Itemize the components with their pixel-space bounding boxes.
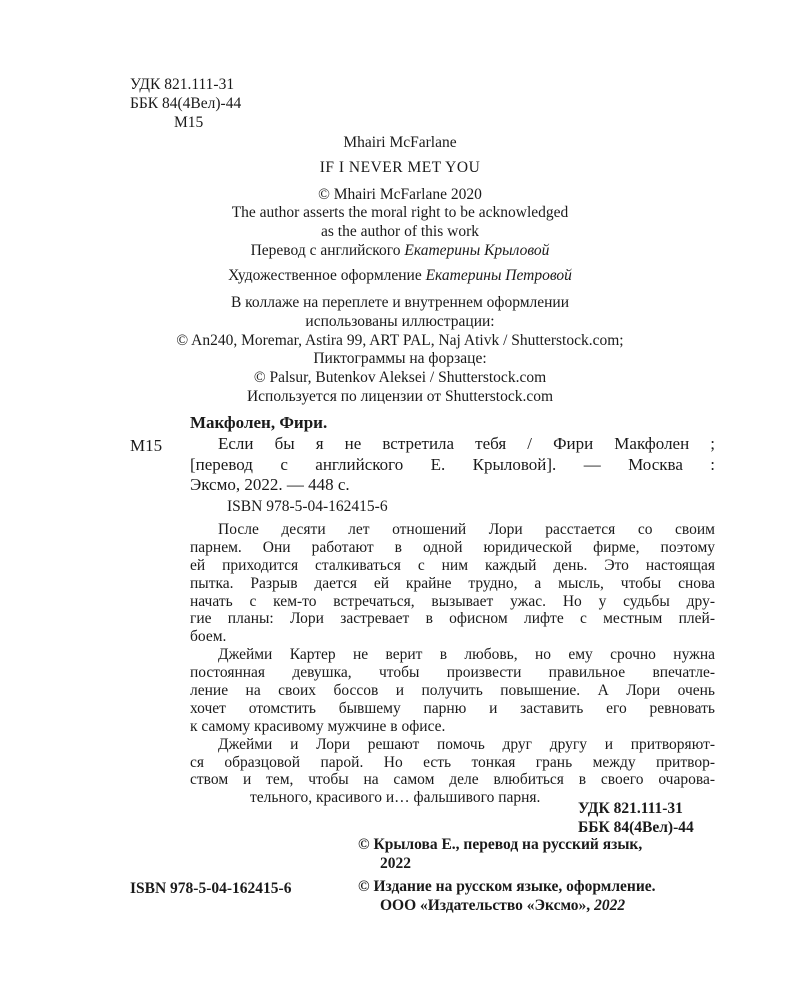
- catalog-line: Эксмо, 2022. — 448 с.: [190, 475, 350, 494]
- translation-copyright: © Крылова Е., перевод на русский язык,: [358, 836, 643, 853]
- illustrations-line: Используется по лицензии от Shutterstock.com: [246, 387, 554, 405]
- illustrations-line: В коллаже на переплете и внутреннем оформлении: [230, 294, 570, 311]
- illustrations-line: использованы иллюстрации:: [305, 312, 495, 330]
- design-credit: [110, 267, 690, 286]
- catalog-line: Если бы я не встретила тебя / Фири Макфолен ;: [218, 434, 715, 453]
- annotation: [190, 521, 715, 807]
- annotation-line: После десяти лет отношений Лори расстается со своим: [218, 521, 715, 538]
- credits-block: [110, 242, 690, 286]
- annotation-line: ся образцовой парой. Но есть тонкая грань между притвор-: [190, 753, 715, 771]
- bottom-bbk: ББК 84(4Вел)-44: [578, 819, 694, 836]
- original-author: Mhairi McFarlane: [343, 134, 457, 151]
- annotation-line: пытка. Разрыв дается ей крайне трудно, а мысль, чтобы снова: [190, 574, 715, 592]
- annotation-line: Джейми Картер не верит в любовь, но ему срочно нужна: [218, 646, 715, 664]
- russian-copyright-block: [358, 835, 656, 915]
- catalog-description: [190, 434, 715, 496]
- annotation-line: хочет отомстить бывшему парню и заставить его ревновать: [190, 699, 715, 717]
- annotation-line: начать с кем-то встречаться, вызывает ужас. Но у судьбы дру-: [190, 592, 715, 610]
- illustrations-block: [110, 294, 690, 407]
- annotation-line: ством и тем, чтобы на самом деле влюбиться в своего очарова-: [190, 771, 715, 789]
- annotation-line: ление на своих боссов и получить повышение. А Лори очень: [190, 682, 715, 700]
- annotation-line: ей приходится сталкиваться с ним каждый день. Это настоящая: [190, 556, 715, 574]
- annotation-line: парнем. Они работают в одной юридической фирме, поэтому: [190, 538, 715, 556]
- annotation-line: тельного, красивого и… фальшивого парня.: [250, 789, 541, 807]
- edition-copyright: © Издание на русском языке, оформление.: [358, 878, 656, 895]
- publisher-name: ООО «Издательство «Эксмо»,: [380, 897, 595, 914]
- catalog-isbn: ISBN 978-5-04-162415-6: [227, 498, 388, 515]
- publisher-line: [358, 896, 656, 915]
- illustrations-line: © An240, Moremar, Astira 99, ART PAL, Naj Ativk / Shutterstock.com;: [176, 331, 624, 349]
- author-mark: М15: [174, 114, 204, 131]
- translation-copyright-year: 2022: [380, 855, 411, 872]
- illustrations-line: Пиктограммы на форзаце:: [313, 350, 487, 368]
- catalog-heading: Макфолен, Фири.: [190, 413, 328, 432]
- publisher-year: 2022: [594, 897, 626, 914]
- translator-name: Екатерины Крыловой: [404, 242, 550, 259]
- copyright-line-1: © Mhairi McFarlane 2020: [318, 185, 482, 203]
- annotation-line: гие планы: Лори застревает в офисном лифте с местным плей-: [190, 610, 715, 628]
- udk-code: УДК 821.111-31: [130, 76, 235, 93]
- designer-name: Екатерины Петровой: [425, 266, 572, 284]
- translation-prefix: Перевод с английского: [250, 242, 405, 259]
- bottom-codes: [578, 799, 694, 837]
- bbk-code: ББК 84(4Вел)-44: [130, 95, 242, 112]
- annotation-line: боем.: [190, 628, 227, 646]
- original-title-block: [110, 134, 690, 242]
- design-prefix: Художественное оформление: [228, 266, 426, 284]
- catalog-mark: М15: [130, 436, 163, 455]
- classification-block: [130, 75, 241, 132]
- translation-credit: [110, 242, 690, 261]
- annotation-line: к самому красивому мужчине в офисе.: [190, 717, 446, 735]
- annotation-line: постоянная девушка, чтобы произвести правильное впечатле-: [190, 664, 715, 682]
- original-title: IF I NEVER MET YOU: [319, 158, 481, 176]
- bottom-udk: УДК 821.111-31: [578, 800, 683, 817]
- copyright-line-3: as the author of this work: [321, 223, 479, 241]
- bottom-isbn: ISBN 978-5-04-162415-6: [130, 880, 292, 897]
- annotation-line: Джейми и Лори решают помочь друг другу и притворяют-: [218, 735, 715, 753]
- catalog-line: [перевод с английского Е. Крыловой]. — Москва :: [190, 454, 715, 474]
- illustrations-line: © Palsur, Butenkov Aleksei / Shutterstock.com: [253, 369, 547, 387]
- copyright-line-2: The author asserts the moral right to be acknowledged: [231, 204, 569, 222]
